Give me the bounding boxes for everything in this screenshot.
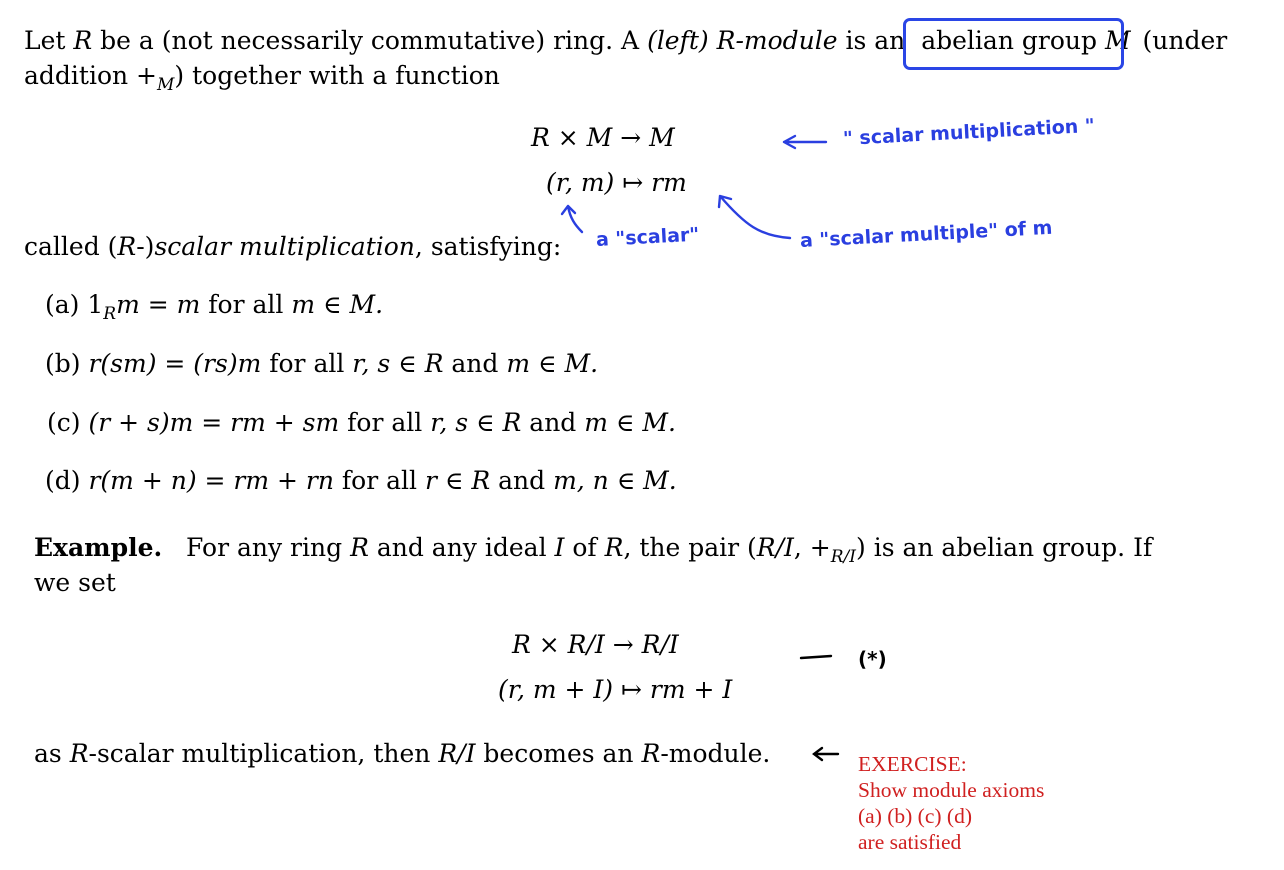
left-r-module-term: (left) <box>647 26 717 55</box>
annotation-star: (*) <box>858 647 887 671</box>
arrow-to-rm <box>719 196 790 238</box>
quotient-map-line-2: (r, m + I) ↦ rm + I <box>498 675 733 704</box>
abelian-group-term: abelian group <box>921 26 1105 55</box>
axiom-d: (d) r(m + n) = rm + rn for all r ∈ R and m, n ∈ M. <box>45 466 677 495</box>
annotation-a-scalar-multiple: a "scalar multiple" of m <box>799 216 1053 252</box>
exercise-note <box>858 751 1044 855</box>
conclusion-line: as R-scalar multiplication, then R/I becomes an R-module. <box>34 739 771 768</box>
intro-line-2: addition $+_M$) together with a function <box>24 61 500 95</box>
exercise-line: Show module axioms <box>858 778 1045 802</box>
exercise-line: are satisfied <box>858 830 962 854</box>
called-line: called (R-)scalar multiplication, satisfying: <box>24 232 562 261</box>
annotation-a-scalar: a "scalar" <box>595 223 700 251</box>
exercise-title: EXERCISE: <box>858 752 967 776</box>
axiom-c: (c) (r + s)m = rm + sm for all r, s ∈ R and m ∈ M. <box>47 408 676 437</box>
annotation-scalar-multiplication: " scalar multiplication " <box>842 114 1096 150</box>
axiom-b: (b) r(sm) = (rs)m for all r, s ∈ R and m ∈ M. <box>45 349 599 378</box>
display-map-line-2: (r, m) ↦ rm <box>546 168 687 197</box>
arrow-to-scalar <box>562 206 582 232</box>
axiom-a: (a) $1_Rm = m$ for all m ∈ M. <box>45 290 384 324</box>
dash-mark <box>801 656 831 658</box>
example-line-1: Example. For any ring R and any ideal I of R, the pair (R/I, $+_{R/I}$) is an abelian group. If <box>34 533 1153 567</box>
intro-line-1: Let R be a (not necessarily commutative) ring. A (left) R-module is an abelian group M (under <box>24 26 1228 55</box>
quotient-map-line-1: R × R/I → R/I <box>512 630 679 659</box>
arrow-to-conclusion <box>814 748 838 760</box>
example-line-2: we set <box>34 568 116 597</box>
display-map-line-1: R × M → M <box>531 123 675 152</box>
exercise-line: (a) (b) (c) (d) <box>858 804 972 828</box>
arrow-to-map <box>784 136 826 148</box>
example-heading: Example. <box>34 533 163 562</box>
